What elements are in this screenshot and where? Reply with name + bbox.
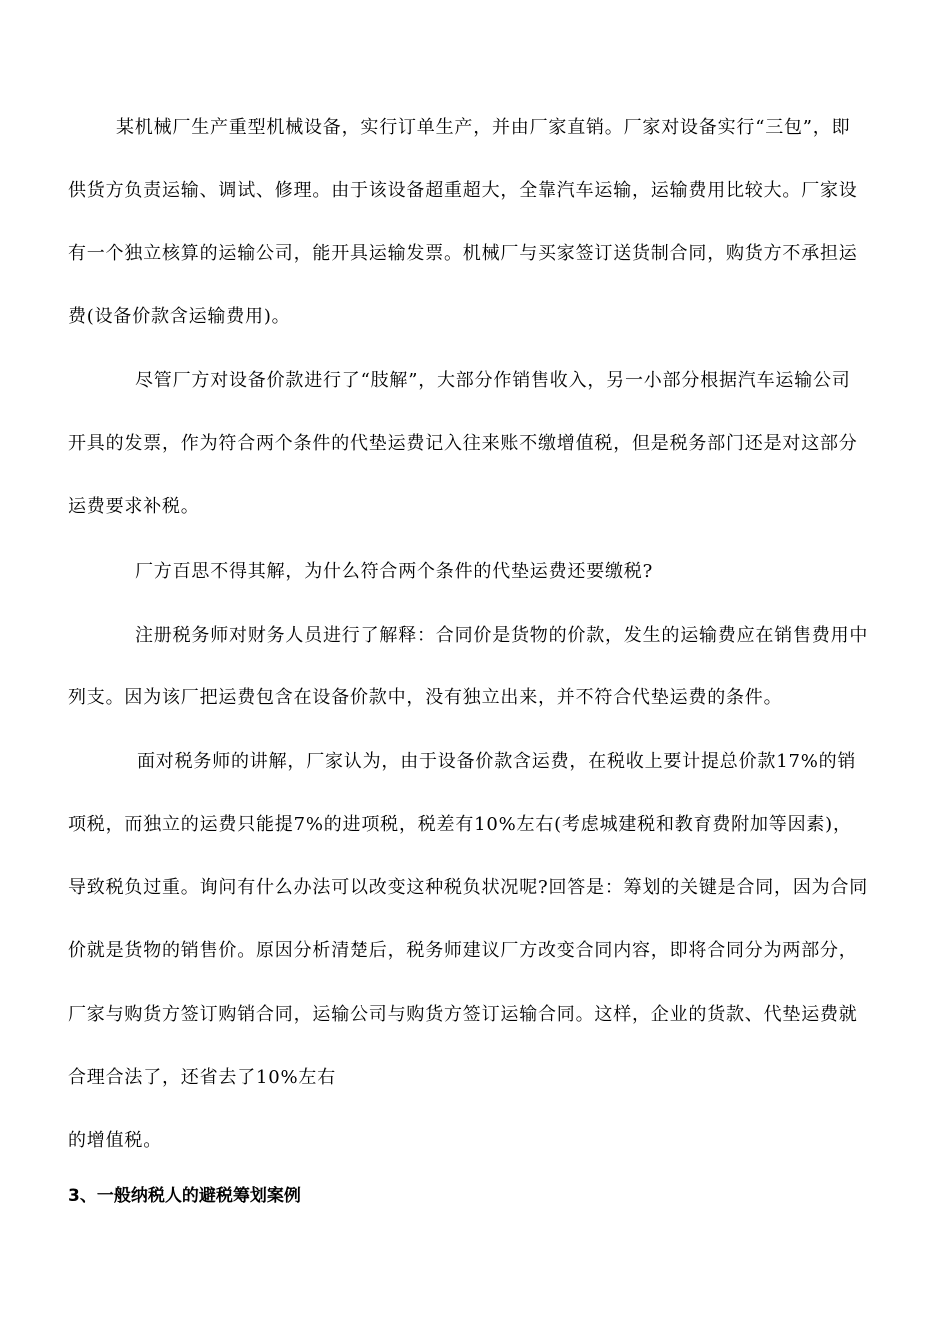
paragraph-5-line-4: 价就是货物的销售价。原因分析清楚后，税务师建议厂方改变合同内容，即将合同分为两部分， — [68, 940, 858, 961]
paragraph-5-line-7: 的增值税。 — [68, 1130, 162, 1151]
paragraph-4-line-1: 注册税务师对财务人员进行了解释：合同价是货物的价款，发生的运输费应在销售费用中 — [135, 625, 869, 646]
paragraph-5-line-3: 导致税负过重。询问有什么办法可以改变这种税负状况呢?回答是：筹划的关键是合同，因为合同 — [68, 877, 869, 898]
paragraph-2-line-2: 开具的发票，作为符合两个条件的代垫运费记入往来账不缴增值税，但是税务部门还是对这部分 — [68, 433, 858, 454]
paragraph-5-line-1: 面对税务师的讲解，厂家认为，由于设备价款含运费，在税收上要计提总价款17%的销 — [137, 751, 857, 772]
paragraph-5-line-6: 合理合法了，还省去了10%左右 — [68, 1067, 337, 1088]
paragraph-1-line-2: 供货方负责运输、调试、修理。由于该设备超重超大，全靠汽车运输，运输费用比较大。厂家设 — [68, 180, 858, 201]
paragraph-5-line-2: 项税，而独立的运费只能提7%的进项税，税差有10%左右(考虑城建税和教育费附加等因素)， — [68, 814, 852, 835]
paragraph-3-line-1: 厂方百思不得其解，为什么符合两个条件的代垫运费还要缴税? — [135, 561, 654, 582]
paragraph-2-line-3: 运费要求补税。 — [68, 496, 200, 517]
section-heading: 3、一般纳税人的避税筹划案例 — [68, 1186, 301, 1206]
paragraph-1-line-1: 某机械厂生产重型机械设备，实行订单生产，并由厂家直销。厂家对设备实行“三包”，即 — [116, 117, 851, 138]
paragraph-4-line-2: 列支。因为该厂把运费包含在设备价款中，没有独立出来，并不符合代垫运费的条件。 — [68, 687, 783, 708]
paragraph-1-line-3: 有一个独立核算的运输公司，能开具运输发票。机械厂与买家签订送货制合同，购货方不承担运 — [68, 243, 858, 264]
paragraph-2-line-1: 尽管厂方对设备价款进行了“肢解”，大部分作销售收入，另一小部分根据汽车运输公司 — [135, 370, 851, 391]
paragraph-5-line-5: 厂家与购货方签订购销合同，运输公司与购货方签订运输合同。这样，企业的货款、代垫运费就 — [68, 1004, 858, 1025]
paragraph-1-line-4: 费(设备价款含运输费用)。 — [68, 306, 291, 327]
